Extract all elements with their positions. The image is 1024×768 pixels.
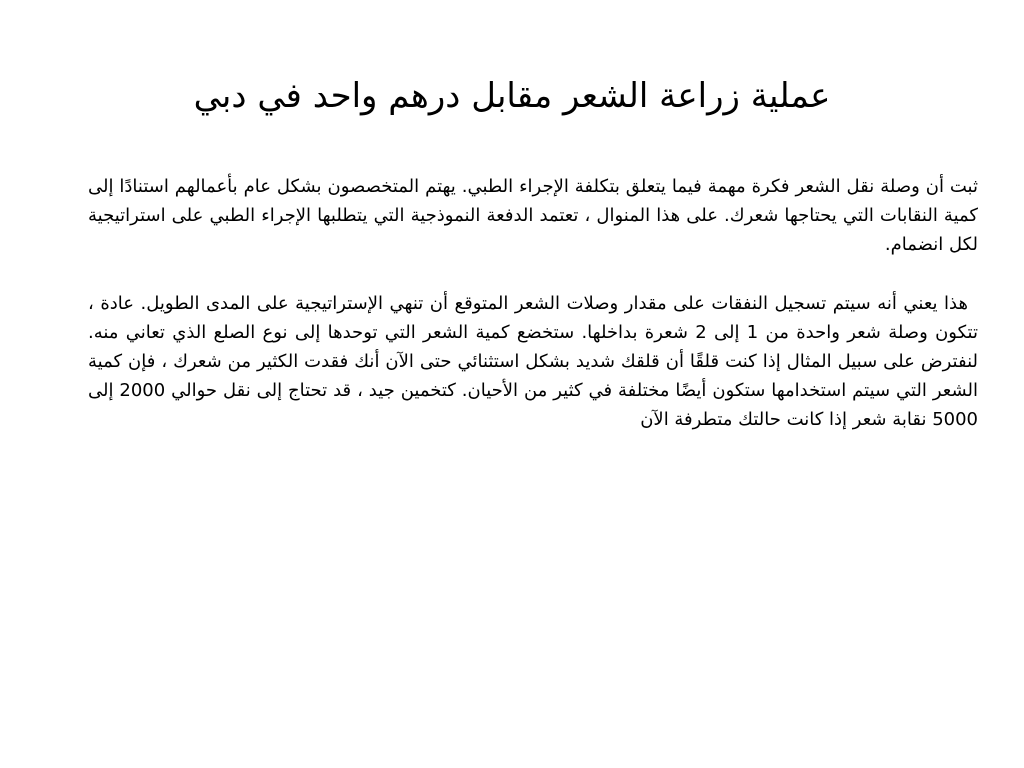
slide-body xyxy=(88,172,978,434)
slide-title: عملية زراعة الشعر مقابل درهم واحد في دبي xyxy=(193,76,831,116)
paragraph-2: هذا يعني أنه سيتم تسجيل النفقات على مقدار وصلات الشعر المتوقع أن تنهي الإستراتيجية على المدى الطويل. عادة ، تتكون وصلة شعر واحدة من 1 إلى 2 شعرة بداخلها. ستخضع كمية الشعر التي توحدها إلى نوع الصلع الذي تعاني منه. لنفترض على سبيل المثال إذا كنت قلقًا أن قلقك شديد بشكل استثنائي حتى الآن أنك فقدت الكثير من شعرك ، فإن كمية الشعر التي سيتم استخدامها ستكون أيضًا مختلفة في كثير من الأحيان. كتخمين جيد ، قد تحتاج إلى نقل حوالي 2000 إلى 5000 نقابة شعر إذا كانت حالتك متطرفة الآن xyxy=(88,293,978,430)
paragraph-1: ثبت أن وصلة نقل الشعر فكرة مهمة فيما يتعلق بتكلفة الإجراء الطبي. يهتم المتخصصون بشكل عام بأعمالهم استنادًا إلى كمية النقابات التي يحتاجها شعرك. على هذا المنوال ، تعتمد الدفعة النموذجية التي يتطلبها الإجراء الطبي على استراتيجية لكل انضمام. xyxy=(88,176,978,255)
